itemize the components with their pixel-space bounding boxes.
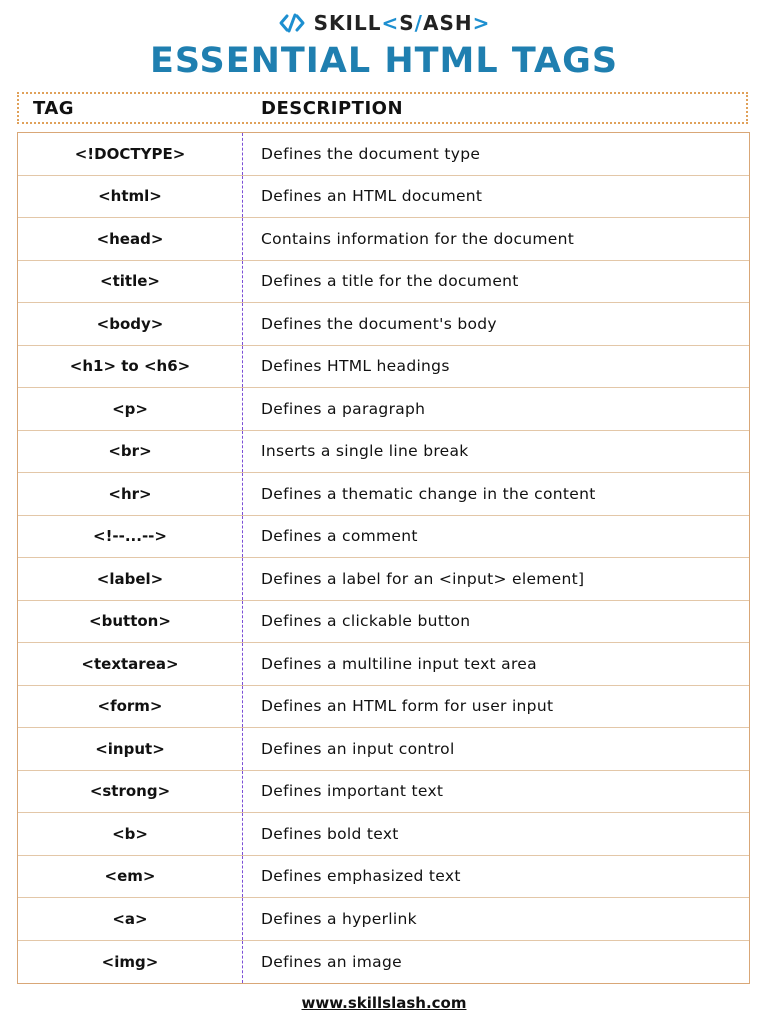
- table-row: [18, 388, 749, 431]
- description-cell: Defines a multiline input text area: [261, 654, 537, 673]
- description-cell: Defines bold text: [261, 824, 399, 843]
- table-row: [18, 473, 749, 516]
- tag-cell: <head>: [18, 218, 243, 260]
- tags-table: [17, 132, 750, 984]
- code-brackets-logo-icon: [278, 12, 306, 34]
- description-cell: Defines HTML headings: [261, 357, 450, 376]
- table-row: [18, 813, 749, 856]
- table-row: [18, 898, 749, 941]
- table-row: [18, 941, 749, 984]
- brand-header: [0, 10, 768, 36]
- tag-cell: <p>: [18, 388, 243, 430]
- tag-cell: <strong>: [18, 771, 243, 813]
- tag-cell: <textarea>: [18, 643, 243, 685]
- table-row: [18, 346, 749, 389]
- tag-cell: <img>: [18, 941, 243, 984]
- table-row: [18, 261, 749, 304]
- table-row: [18, 771, 749, 814]
- description-cell: Defines the document's body: [261, 314, 497, 333]
- tag-cell: <button>: [18, 601, 243, 643]
- table-row: [18, 856, 749, 899]
- table-row: [18, 516, 749, 559]
- tag-cell: <title>: [18, 261, 243, 303]
- table-row: [18, 558, 749, 601]
- tag-cell: <em>: [18, 856, 243, 898]
- table-row: [18, 133, 749, 176]
- tag-cell: <b>: [18, 813, 243, 855]
- description-cell: Contains information for the document: [261, 229, 575, 248]
- table-row: [18, 176, 749, 219]
- description-cell: Defines emphasized text: [261, 867, 461, 886]
- description-cell: Defines a comment: [261, 527, 418, 546]
- table-row: [18, 686, 749, 729]
- header-description-label: DESCRIPTION: [261, 98, 404, 119]
- table-row: [18, 728, 749, 771]
- description-cell: Defines an input control: [261, 739, 455, 758]
- description-cell: Defines important text: [261, 782, 444, 801]
- table-row: [18, 601, 749, 644]
- table-header: [17, 92, 748, 124]
- tag-cell: <body>: [18, 303, 243, 345]
- tag-cell: <a>: [18, 898, 243, 940]
- website-link[interactable]: www.skillslash.com: [301, 994, 467, 1012]
- page-title: ESSENTIAL HTML TAGS: [149, 41, 619, 81]
- tag-cell: <form>: [18, 686, 243, 728]
- table-row: [18, 303, 749, 346]
- brand-name: SKILL<S/ASH>: [313, 11, 491, 35]
- table-row: [18, 218, 749, 261]
- tag-cell: <h1> to <h6>: [18, 346, 243, 388]
- tag-cell: <!--...-->: [18, 516, 243, 558]
- tag-cell: <!DOCTYPE>: [18, 133, 243, 175]
- table-row: [18, 431, 749, 474]
- description-cell: Defines a title for the document: [261, 272, 519, 291]
- description-cell: Defines a hyperlink: [261, 909, 417, 928]
- header-tag-label: TAG: [33, 98, 75, 119]
- description-cell: Defines a label for an <input> element]: [261, 569, 585, 588]
- description-cell: Defines an HTML form for user input: [261, 697, 554, 716]
- tag-cell: <html>: [18, 176, 243, 218]
- description-cell: Inserts a single line break: [261, 442, 469, 461]
- table-row: [18, 643, 749, 686]
- description-cell: Defines a thematic change in the content: [261, 484, 596, 503]
- tag-cell: <label>: [18, 558, 243, 600]
- description-cell: Defines a clickable button: [261, 612, 471, 631]
- description-cell: Defines the document type: [261, 144, 481, 163]
- description-cell: Defines an image: [261, 952, 402, 971]
- tag-cell: <input>: [18, 728, 243, 770]
- tag-cell: <br>: [18, 431, 243, 473]
- description-cell: Defines an HTML document: [261, 187, 483, 206]
- tag-cell: <hr>: [18, 473, 243, 515]
- description-cell: Defines a paragraph: [261, 399, 426, 418]
- footer: [0, 994, 768, 1013]
